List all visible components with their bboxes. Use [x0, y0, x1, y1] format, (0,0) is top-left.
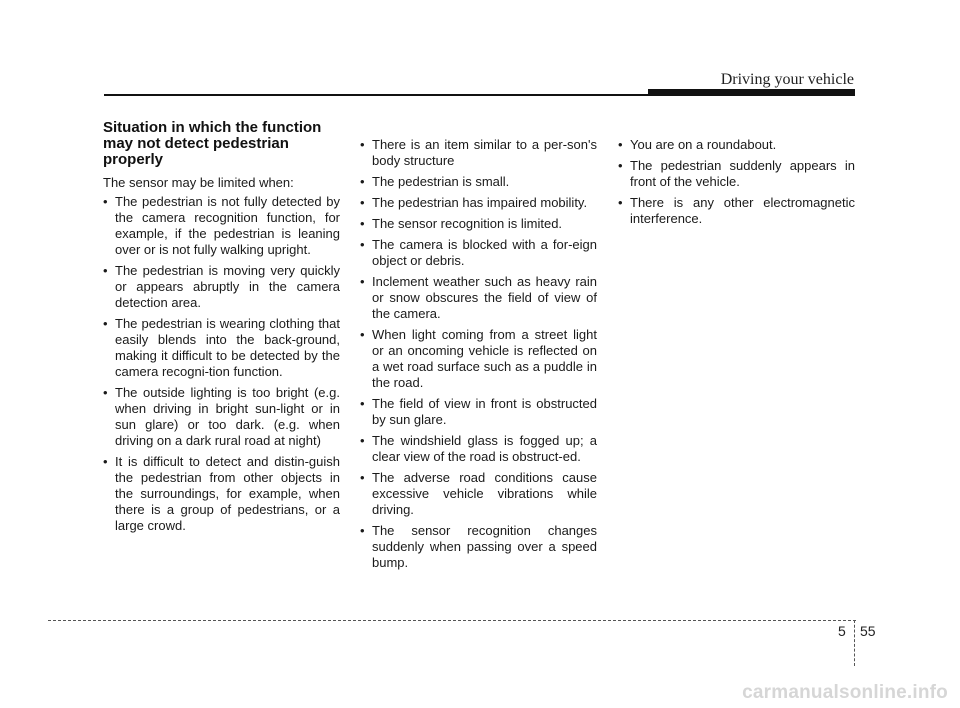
- list-item: [360, 396, 597, 428]
- list-item: [360, 137, 597, 169]
- bullet-list-2: [360, 137, 597, 571]
- bullet-icon: •: [360, 433, 365, 448]
- chapter-number: 5: [838, 623, 846, 639]
- bullet-icon: •: [360, 523, 365, 538]
- bullet-list-3: [618, 137, 855, 227]
- list-item-text: You are on a roundabout.: [630, 137, 777, 152]
- page-divider-line: [854, 620, 855, 666]
- list-item-text: The pedestrian is moving very quickly or appears abruptly in the camera detection area.: [115, 263, 340, 310]
- list-item: [103, 454, 340, 534]
- list-item-text: The windshield glass is fogged up; a clear view of the road is obstruct-ed.: [372, 433, 597, 464]
- bullet-icon: •: [618, 158, 623, 173]
- bullet-icon: •: [360, 237, 365, 252]
- list-item: [360, 470, 597, 518]
- bullet-icon: •: [360, 396, 365, 411]
- list-item: [360, 274, 597, 322]
- column-2: [360, 137, 597, 576]
- list-item: [360, 237, 597, 269]
- list-item: [360, 195, 597, 211]
- bullet-icon: •: [360, 195, 365, 210]
- list-item-text: The pedestrian is not fully detected by the camera recognition function, for example, if the pedestrian is leaning over or is not fully walking upright.: [115, 194, 340, 257]
- list-item: [360, 174, 597, 190]
- bullet-icon: •: [360, 137, 365, 152]
- list-item-text: The pedestrian suddenly appears in front of the vehicle.: [630, 158, 855, 189]
- list-item-text: The pedestrian is small.: [372, 174, 510, 189]
- list-item: [618, 195, 855, 227]
- list-item: [103, 316, 340, 380]
- list-item-text: The outside lighting is too bright (e.g. when driving in bright sun-light or in sun glare) or too dark. (e.g. when driving on a dark rural road at night): [115, 385, 340, 448]
- list-item-text: There is any other electromagnetic interference.: [630, 195, 855, 226]
- list-item: [360, 523, 597, 571]
- bullet-icon: •: [360, 174, 365, 189]
- bullet-icon: •: [103, 316, 108, 331]
- list-item-text: The camera is blocked with a for-eign object or debris.: [372, 237, 597, 268]
- header-accent-bar: [648, 89, 855, 96]
- intro-text: The sensor may be limited when:: [103, 175, 294, 190]
- list-item-text: When light coming from a street light or an oncoming vehicle is reflected on a wet road surface such as a puddle in the road.: [372, 327, 597, 390]
- bullet-icon: •: [103, 454, 108, 469]
- bullet-icon: •: [618, 137, 623, 152]
- list-item-text: It is difficult to detect and distin-guish the pedestrian from other objects in the surroundings, for example, when there is a group of pedestrians, or a large crowd.: [115, 454, 340, 533]
- bullet-icon: •: [360, 327, 365, 342]
- bullet-icon: •: [360, 216, 365, 231]
- list-item-text: Inclement weather such as heavy rain or snow obscures the field of view of the camera.: [372, 274, 597, 321]
- watermark: carmanualsonline.info: [742, 682, 948, 703]
- list-item: [360, 433, 597, 465]
- list-item-text: The pedestrian has impaired mobility.: [372, 195, 588, 210]
- list-item: [360, 216, 597, 232]
- list-item-text: The sensor recognition is limited.: [372, 216, 563, 231]
- list-item: [360, 327, 597, 391]
- list-item-text: The field of view in front is obstructed by sun glare.: [372, 396, 597, 427]
- list-item: [103, 385, 340, 449]
- list-item-text: There is an item similar to a per-son's body structure: [372, 137, 597, 168]
- bullet-icon: •: [360, 274, 365, 289]
- bullet-icon: •: [103, 194, 108, 209]
- list-item: [618, 158, 855, 190]
- bullet-icon: •: [103, 385, 108, 400]
- list-item-text: The adverse road conditions cause excessive vehicle vibrations while driving.: [372, 470, 597, 517]
- column-1: [103, 120, 340, 539]
- list-item: [103, 263, 340, 311]
- list-item-text: The pedestrian is wearing clothing that easily blends into the back-ground, making it difficult to be detected by the camera recogni-tion function.: [115, 316, 340, 379]
- section-heading: Situation in which the function may not detect pedestrian properly: [103, 119, 322, 168]
- footer-dashed-rule: [48, 620, 856, 621]
- page-number: 55: [860, 623, 876, 639]
- bullet-icon: •: [103, 263, 108, 278]
- list-item: [618, 137, 855, 153]
- bullet-icon: •: [618, 195, 623, 210]
- list-item: [103, 194, 340, 258]
- bullet-list-1: [103, 194, 340, 534]
- bullet-icon: •: [360, 470, 365, 485]
- column-3: [618, 137, 855, 232]
- list-item-text: The sensor recognition changes suddenly when passing over a speed bump.: [372, 523, 597, 570]
- page-header-title: Driving your vehicle: [720, 71, 854, 88]
